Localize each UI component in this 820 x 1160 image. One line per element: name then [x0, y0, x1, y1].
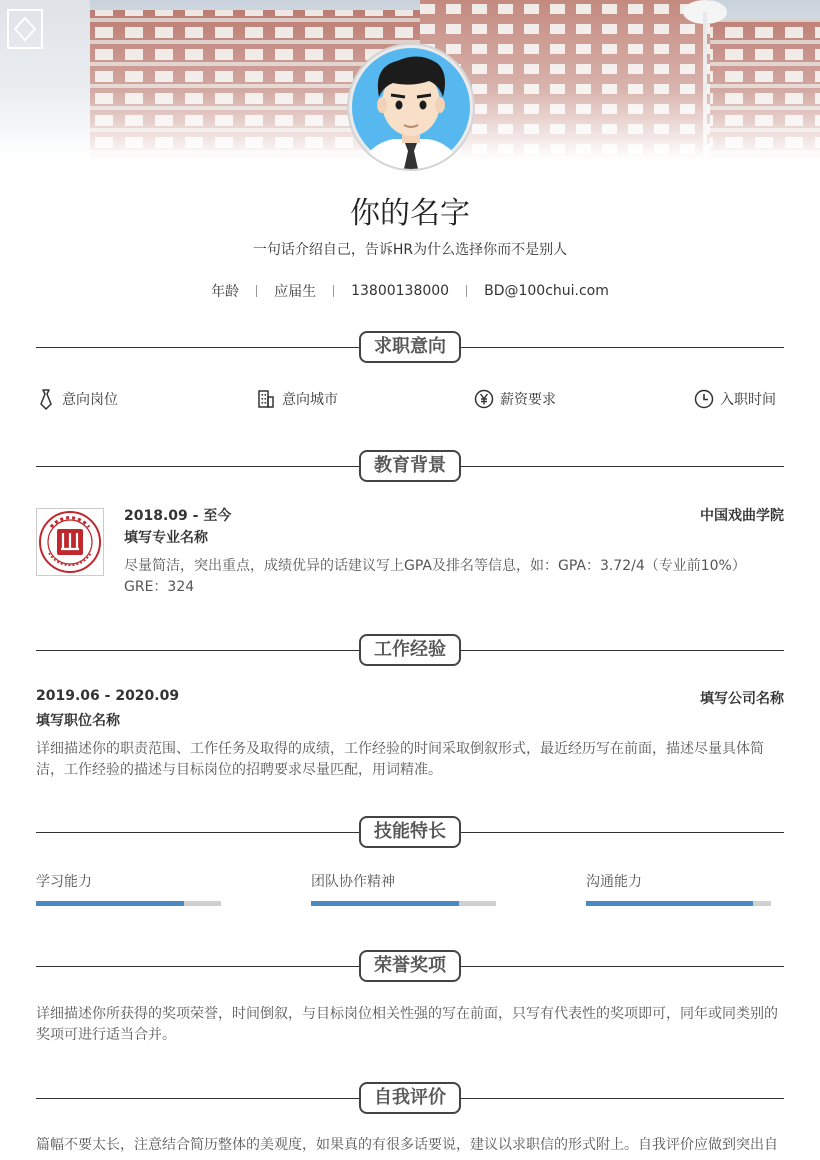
separator: [333, 285, 334, 297]
section-title: 教育背景: [359, 450, 461, 482]
contact-age: 年龄: [211, 284, 240, 300]
school-logo: [36, 508, 104, 576]
skill-bar-fill: [311, 901, 459, 906]
section-title: 技能特长: [359, 816, 461, 848]
skill-name: 学习能力: [36, 874, 92, 890]
intent-start-time: [694, 388, 776, 410]
skill-bar-fill: [36, 901, 184, 906]
work-period: 2019.06 - 2020.09: [36, 688, 180, 704]
section-title: 求职意向: [359, 331, 461, 363]
avatar-illustration: [349, 45, 473, 169]
section-header-self: [36, 1082, 784, 1116]
education-description: 尽量简洁，突出重点，成绩优异的话建议写上GPA及排名等信息，如：GPA：3.72/4（专业前10%） GRE：324: [124, 558, 746, 595]
skill-bar: [586, 901, 771, 906]
self-description: 篇幅不要太长，注意结合简历整体的美观度，如果真的有很多话要说，建议以求职信的形式附上。自我评价应做到突出自: [36, 1137, 778, 1153]
section-title: 工作经验: [359, 634, 461, 666]
contact-status: 应届生: [274, 284, 317, 300]
company-name: 填写公司名称: [700, 691, 784, 707]
section-header-skills: [36, 816, 784, 850]
contact-email[interactable]: BD@100chui.com: [484, 283, 609, 299]
skill-bar: [36, 901, 221, 906]
skill-bar: [311, 901, 496, 906]
avatar: [347, 43, 475, 171]
section-title: 自我评价: [359, 1082, 461, 1114]
intent-label: 意向城市: [282, 392, 338, 408]
tie-icon: [36, 388, 56, 410]
education-period: 2018.09 - 至今: [124, 508, 232, 524]
separator: [466, 285, 467, 297]
tagline: 一句话介绍自己，告诉HR为什么选择你而不是别人: [252, 242, 568, 258]
school-seal-icon: [37, 509, 103, 575]
clock-icon: [694, 388, 714, 410]
building-icon: [256, 388, 276, 410]
skill-name: 团队协作精神: [311, 874, 395, 890]
contact-row: [0, 281, 820, 301]
yen-icon: [474, 388, 494, 410]
section-header-honors: [36, 950, 784, 984]
intent-city: [256, 388, 338, 410]
work-description: 详细描述你的职责范围、工作任务及取得的成绩，工作经验的时间采取倒叙形式，最近经历写在前面，描述尽量具体简洁，工作经验的描述与目标岗位的招聘要求尽量匹配，用词精准。: [36, 741, 764, 778]
intent-position: [36, 388, 118, 410]
intent-salary: [474, 388, 556, 410]
section-header-education: [36, 450, 784, 484]
skill-bar-fill: [586, 901, 753, 906]
intent-label: 薪资要求: [500, 392, 556, 408]
major-name: 填写专业名称: [124, 530, 208, 546]
honors-description: 详细描述你所获得的奖项荣誉，时间倒叙，与目标岗位相关性强的写在前面，只写有代表性的奖项即可，同年或同类别的奖项可进行适当合并。: [36, 1006, 778, 1043]
intent-label: 意向岗位: [62, 392, 118, 408]
candidate-name: 你的名字: [350, 196, 470, 231]
position-name: 填写职位名称: [36, 713, 120, 729]
skill-name: 沟通能力: [586, 874, 642, 890]
separator: [256, 285, 257, 297]
section-header-work: [36, 634, 784, 668]
section-title: 荣誉奖项: [359, 950, 461, 982]
contact-phone[interactable]: 13800138000: [351, 283, 450, 299]
school-name: 中国戏曲学院: [700, 508, 784, 524]
intent-label: 入职时间: [720, 392, 776, 408]
section-header-intent: [36, 331, 784, 365]
